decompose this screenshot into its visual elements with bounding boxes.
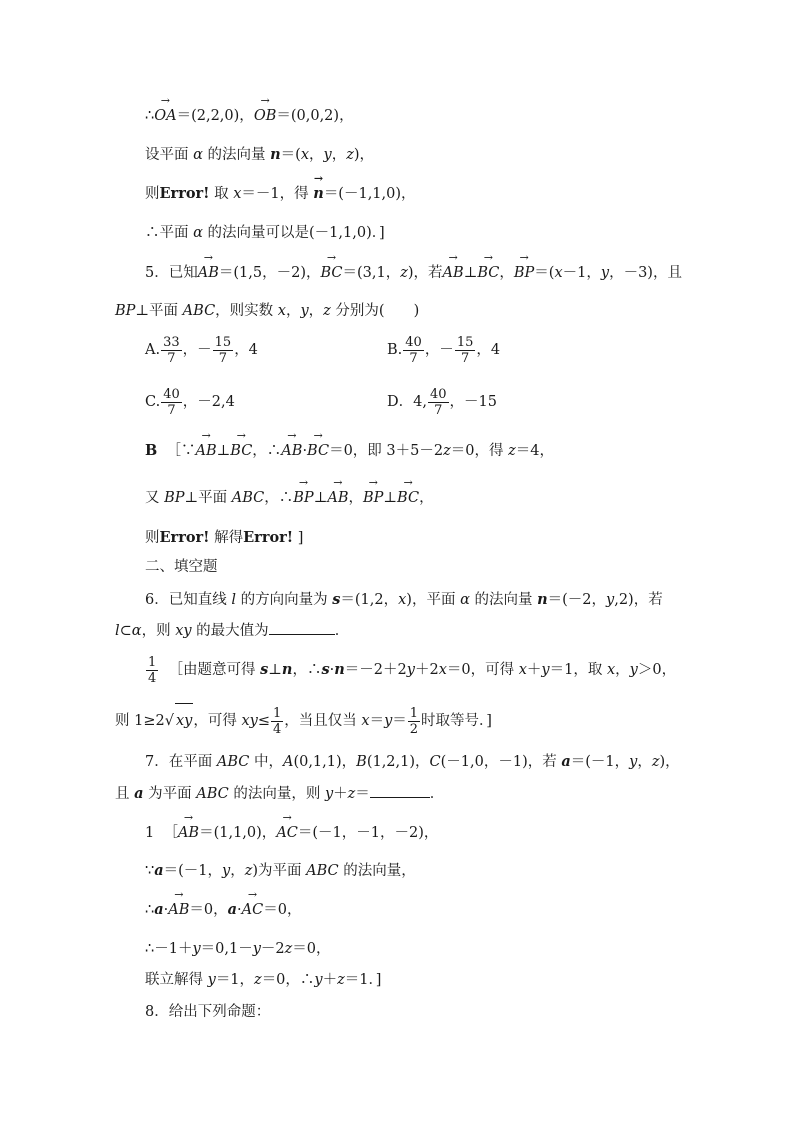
question-6-line-1: 6．已知直线 l 的方向向量为 s＝(1,2，x)，平面 α 的法向量 n＝(－2，y,2)，若 [145,591,663,608]
answer-label: B [145,442,158,459]
line-take-x: 则Error! 取 x＝－1，得 → n＝(－1,1,0)， [145,184,416,204]
option-a: A. $\frac{33}{7}$ ，－ $\frac{15}{7}$ ，4 [145,334,258,366]
vector-n: → n [313,184,324,204]
question-5-line-2: BP⊥平面 ABC，则实数 x，y，z 分别为( ) [115,303,420,319]
question-6-line-2: l⊂α，则 xy 的最大值为 ． [115,620,349,640]
answer-fraction: $\frac{1}{4}$ [148,654,157,686]
line-oa-ob: ∴→ OA＝(2,2,0)，→ OB＝(0,0,2)， [145,106,354,126]
fraction: $\frac{40}{7}$ [405,334,422,366]
option-d: D．4, $\frac{40}{7}$ ，－15 [387,386,497,418]
answer-5-line-1: B ［∵→ AB⊥→ BC，∴→ AB·→ BC＝0，即 3＋5－2z＝0，得 z＝4， [145,441,554,461]
line-conclusion: ∴平面 α 的法向量可以是(－1,1,0)．] [145,225,385,241]
fraction: $\frac{33}{7}$ [163,334,180,366]
error-text: Error! [243,529,294,546]
answer-7-line-3: ∴a·→ AB＝0，a·→ AC＝0， [145,900,301,920]
answer-7-line-2: ∵a＝(－1，y，z)为平面 ABC 的法向量， [145,862,416,879]
vector-oa: → OA [154,106,176,126]
answer-7-line-5: 联立解得 y＝1，z＝0，∴y＋z＝1．] [145,972,382,988]
fraction: $\frac{15}{7}$ [456,334,474,366]
question-7-line-1: 7．在平面 ABC 中，A(0,1,1)，B(1,2,1)，C(－1,0，－1)，若 a＝(－1，y，z)， [145,753,680,770]
fraction: $\frac{40}{7}$ [163,386,180,418]
answer-blank[interactable] [269,620,335,635]
option-c: C. $\frac{40}{7}$ ，－2,4 [145,386,235,418]
section-heading: 二、填空题 [145,559,218,575]
answer-6-line-2: 则 1≥2√ xy，可得 xy≤ $\frac{1}{4}$ ，当且仅当 x＝y＝ $\frac{1}{2}$ 时取等号．] [115,703,492,737]
question-5-line-1: 5．已知→ AB＝(1,5，－2)，→ BC＝(3,1，z)，若→ AB⊥→ BC，→ BP＝(x－1，y，－3)，且 [145,263,682,283]
fraction: $\frac{15}{7}$ [214,334,232,366]
answer-6-line-1: $\frac{1}{4}$ ［由题意可得 s⊥n，∴s·n＝－2＋2y＋2x＝0，可得 x＋y＝1，取 x，y＞0， [148,654,677,686]
answer-5-line-3: 则Error! 解得Error! ] [145,529,304,546]
answer-blank[interactable] [370,783,430,798]
answer-7-line-4: ∴－1＋y＝0,1－y－2z＝0， [145,941,331,957]
fraction: $\frac{1}{4}$ [272,705,282,737]
answer-7-line-1: 1 ［→ AB＝(1,1,0)，→ AC＝(－1，－1，－2)， [145,823,438,843]
error-text: Error! [159,529,210,546]
answer-5-line-2: 又 BP⊥平面 ABC，∴→ BP⊥→ AB，→ BP⊥→ BC， [145,488,434,508]
option-b: B. $\frac{40}{7}$ ，－ $\frac{15}{7}$ ，4 [387,334,501,366]
question-8: 8．给出下列命题： [145,1004,271,1020]
fraction: $\frac{1}{2}$ [409,705,419,737]
error-text: Error! [159,185,210,202]
question-7-line-2: 且 a 为平面 ABC 的法向量，则 y＋z＝ ． [115,785,445,802]
vector-ob: → OB [254,106,277,126]
answer-label: 1 [145,825,155,841]
line-normal-vector: 设平面 α 的法向量 n＝(x，y，z)， [145,146,375,163]
fraction: $\frac{40}{7}$ [429,386,447,418]
